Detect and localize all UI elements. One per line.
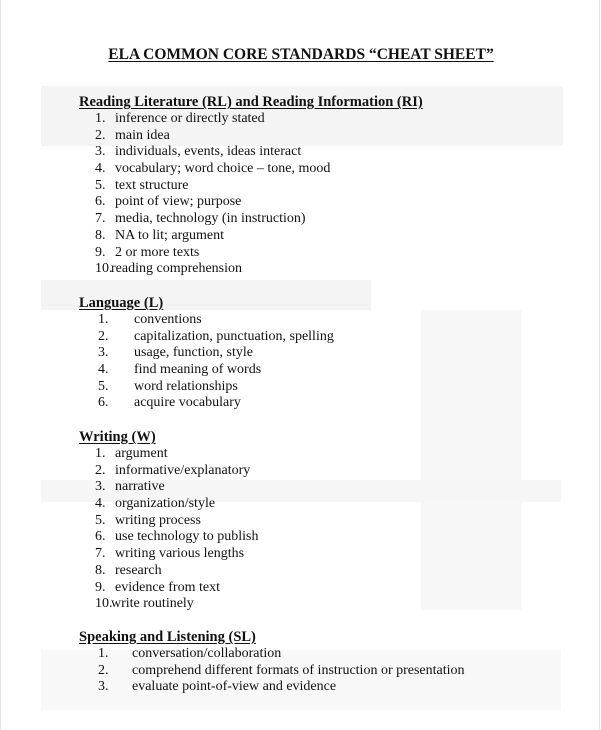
item-text: capitalization, punctuation, spelling: [134, 328, 334, 344]
item-text: informative/explanatory: [115, 462, 251, 478]
item-number: 1.: [98, 646, 109, 661]
item-number: 5.: [95, 512, 106, 528]
list-item: [79, 446, 259, 463]
item-text: find meaning of words: [134, 362, 262, 378]
item-number: 7.: [95, 211, 106, 227]
list-item: [79, 228, 423, 245]
item-text: conversation/collaboration: [132, 646, 282, 661]
list-item: [79, 646, 282, 663]
list-item: [79, 328, 334, 346]
list-item: [79, 245, 423, 262]
item-text: vocabulary; word choice – tone, mood: [115, 161, 331, 177]
item-text: word relationships: [134, 378, 238, 394]
item-number: 3.: [98, 345, 109, 361]
list-item: [79, 563, 259, 580]
item-number: 2.: [95, 462, 106, 478]
item-text: writing process: [115, 512, 201, 528]
item-number: 2.: [98, 662, 109, 678]
item-text: NA to lit; argument: [115, 227, 225, 243]
list-item: [79, 662, 465, 680]
item-text: conventions: [134, 312, 202, 327]
item-text: write routinely: [111, 596, 194, 612]
list-item: [79, 211, 423, 228]
background-ghost-block: [421, 310, 521, 610]
item-text: research: [115, 562, 162, 578]
list-item: [79, 194, 423, 211]
list-item: [79, 178, 423, 195]
item-number: 8.: [95, 227, 106, 243]
item-text: 2 or more texts: [115, 244, 200, 260]
item-number: 10.: [95, 261, 113, 277]
item-number: 1.: [95, 111, 106, 126]
item-number: 9.: [95, 579, 106, 595]
item-number: 6.: [98, 395, 109, 411]
item-text: point of view; purpose: [115, 194, 242, 210]
item-text: use technology to publish: [115, 529, 259, 545]
section-language: [79, 294, 334, 412]
item-number: 2.: [98, 328, 109, 344]
list-item: [79, 479, 259, 496]
list-item: [79, 679, 337, 695]
list-item: [79, 312, 202, 329]
section-heading: Reading Literature (RL) and Reading Information (RI): [79, 94, 423, 110]
list-item: [79, 378, 238, 396]
list-item: [79, 596, 259, 613]
list-item: [79, 580, 259, 597]
item-number: 4.: [95, 496, 106, 512]
item-number: 6.: [95, 529, 106, 545]
item-number: 3.: [95, 144, 106, 160]
section-speaking-listening: [79, 628, 465, 695]
list-item: [79, 261, 423, 278]
section-heading: Speaking and Listening (SL): [79, 629, 256, 645]
list-item: [79, 496, 259, 513]
item-number: 5.: [95, 177, 106, 193]
item-text: media, technology (in instruction): [115, 211, 306, 227]
list-item: [79, 513, 259, 530]
item-number: 4.: [98, 362, 109, 378]
item-text: argument: [115, 446, 168, 461]
item-number: 8.: [95, 562, 106, 578]
item-number: 1.: [95, 446, 106, 461]
list-item: [79, 345, 253, 362]
item-text: inference or directly stated: [115, 111, 265, 126]
item-text: narrative: [115, 479, 165, 495]
list-item: [79, 144, 423, 161]
item-number: 9.: [95, 244, 106, 260]
item-text: acquire vocabulary: [134, 395, 241, 411]
list-item: [79, 111, 423, 128]
section-heading: Language (L): [79, 295, 164, 311]
item-text: main idea: [115, 127, 170, 143]
list-item: [79, 362, 262, 379]
list-item: [79, 128, 423, 145]
list-item: [79, 395, 241, 412]
item-number: 5.: [98, 378, 109, 394]
section-reading: [79, 93, 423, 278]
item-text: writing various lengths: [115, 546, 245, 562]
item-text: text structure: [115, 177, 189, 193]
section-heading: Writing (W): [79, 429, 156, 445]
item-number: 10.: [95, 596, 113, 612]
item-text: evidence from text: [115, 579, 220, 595]
list-item: [79, 161, 423, 178]
item-number: 4.: [95, 161, 106, 177]
section-writing: [79, 428, 259, 613]
item-number: 2.: [95, 127, 106, 143]
list-item: [79, 529, 259, 546]
item-text: individuals, events, ideas interact: [115, 144, 302, 160]
item-text: reading comprehension: [111, 261, 243, 277]
item-text: evaluate point-of-view and evidence: [132, 679, 337, 695]
item-number: 3.: [98, 679, 109, 695]
page-title: [1, 46, 601, 64]
item-number: 7.: [95, 546, 106, 562]
page-title-text: ELA COMMON CORE STANDARDS “CHEAT SHEET”: [108, 46, 494, 63]
item-text: organization/style: [115, 496, 216, 512]
item-number: 6.: [95, 194, 106, 210]
list-item: [79, 546, 259, 563]
item-number: 3.: [95, 479, 106, 495]
item-text: comprehend different formats of instruction or presentation: [132, 662, 465, 678]
item-text: usage, function, style: [134, 345, 253, 361]
list-item: [79, 463, 259, 480]
item-number: 1.: [98, 312, 109, 327]
